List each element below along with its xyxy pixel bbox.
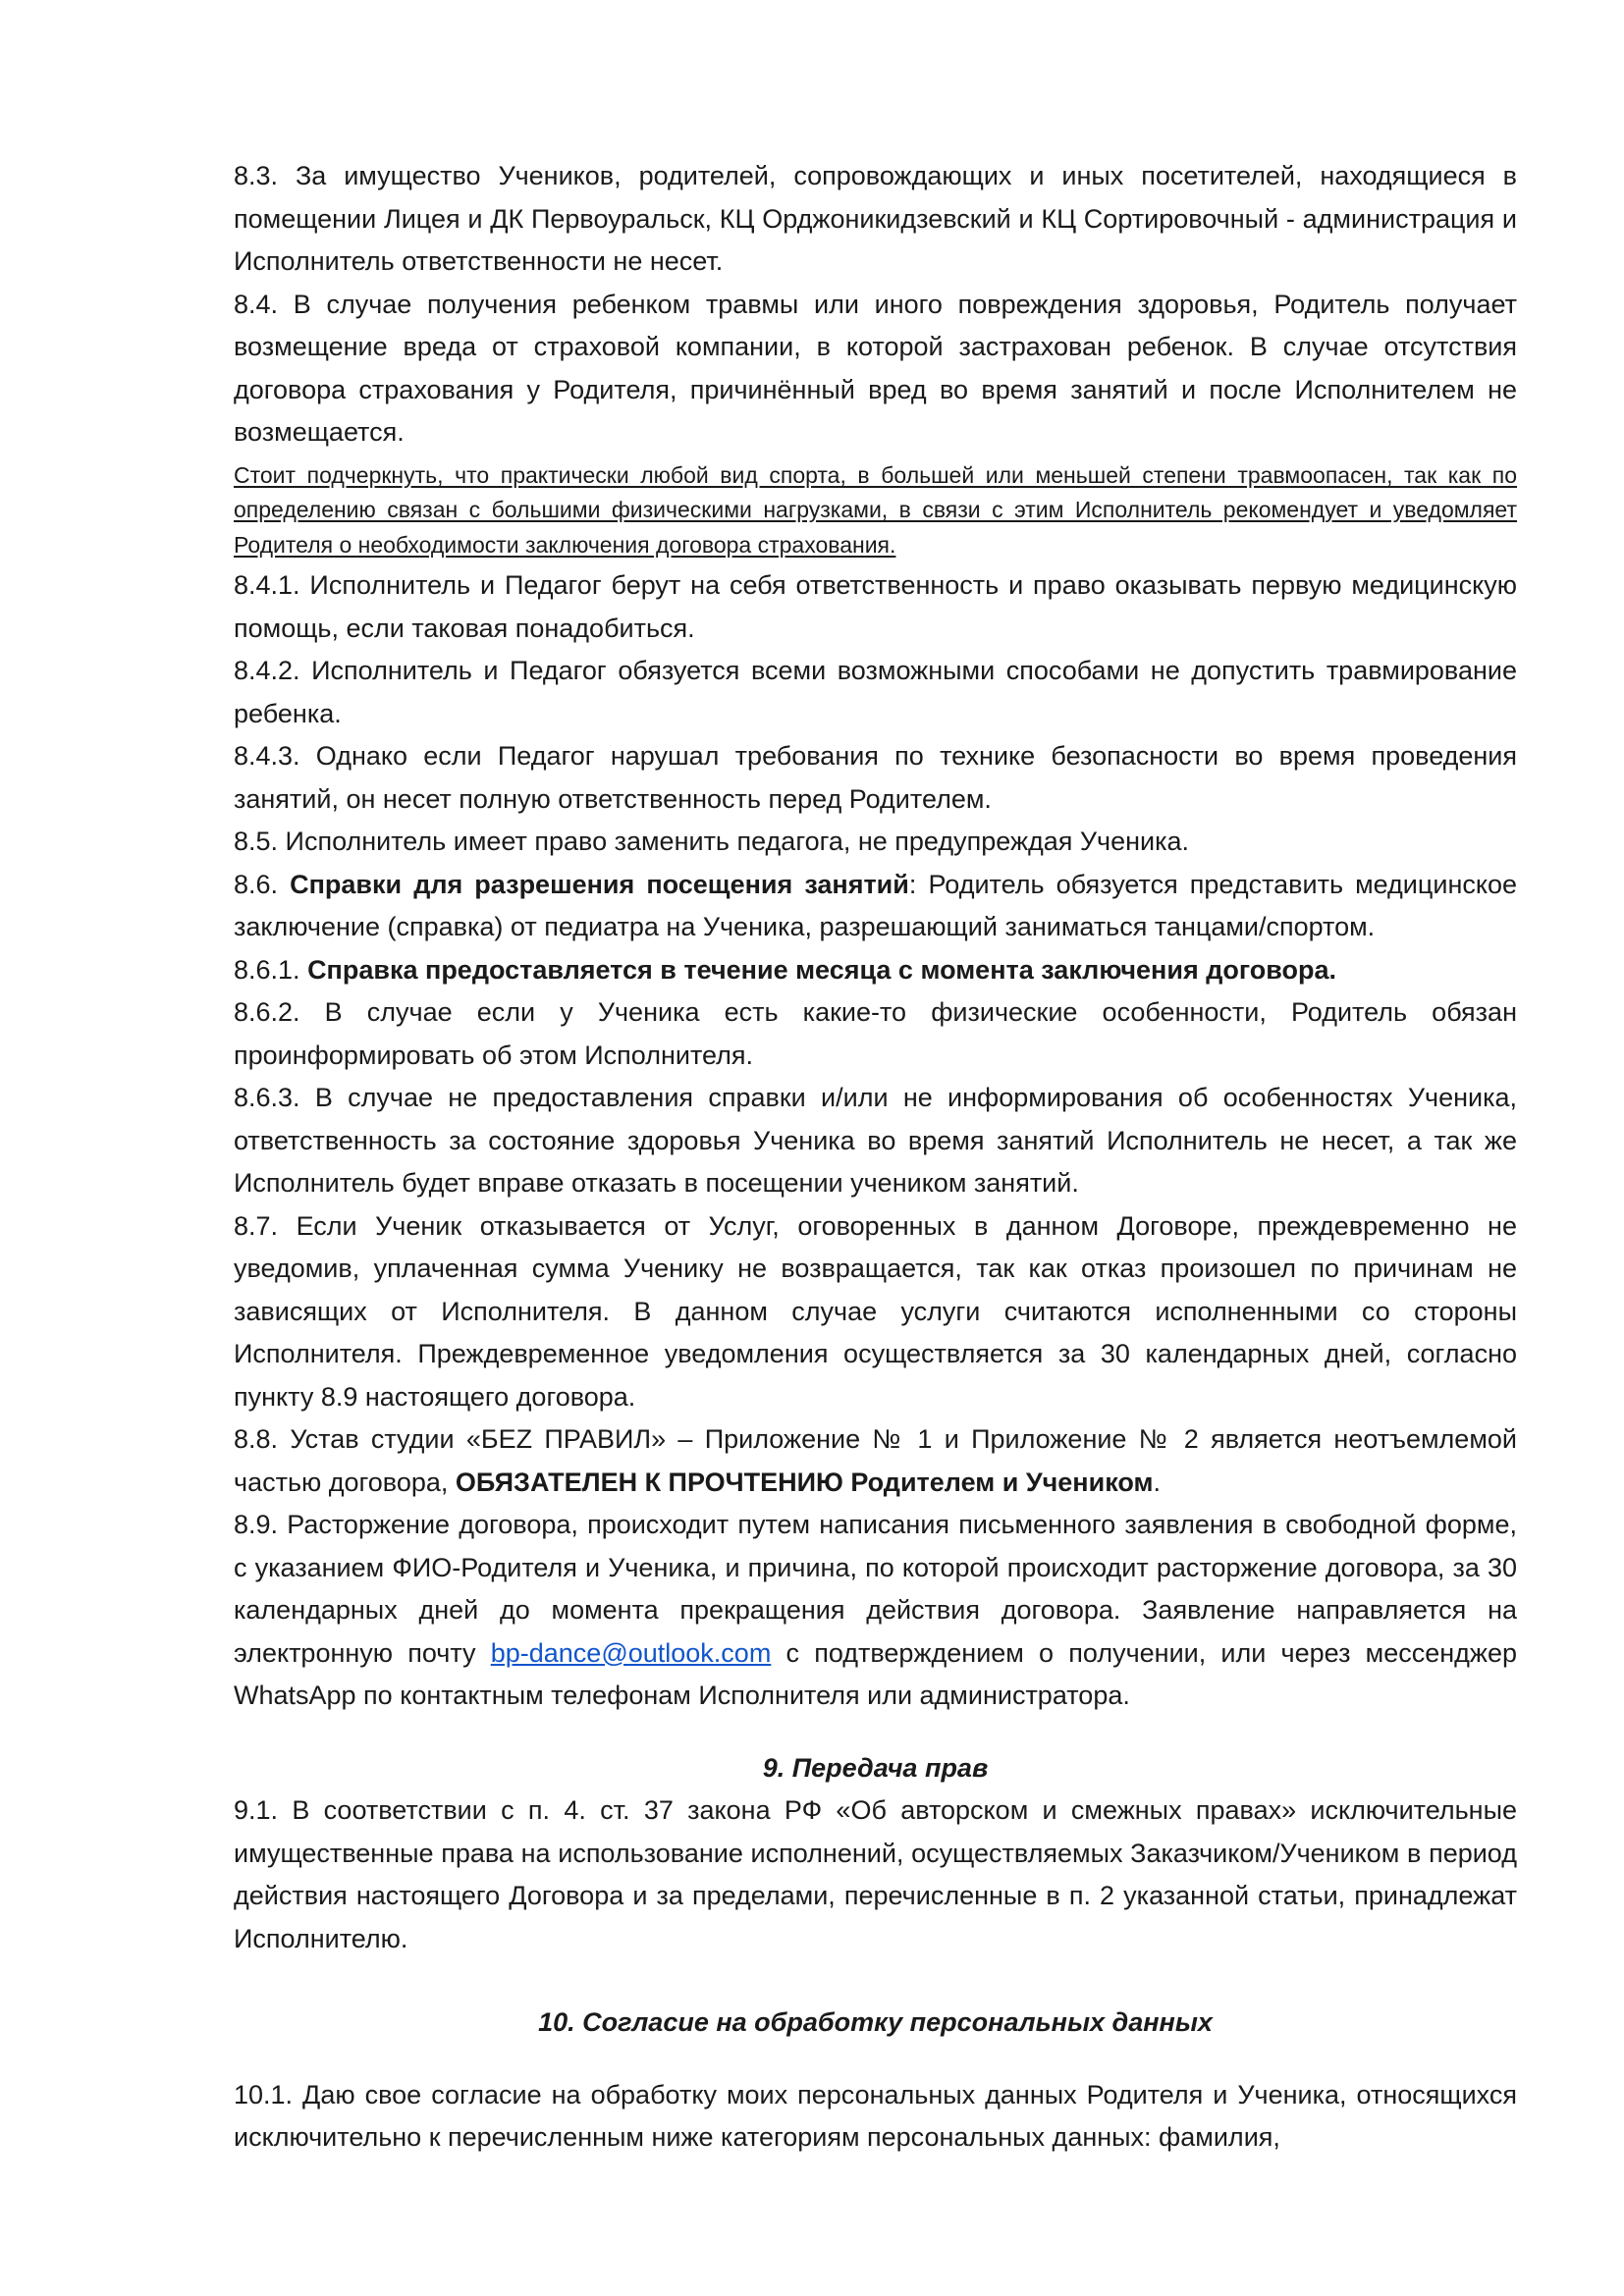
- clause-8-8: [234, 1418, 1517, 1504]
- clause-8-6-bold: Справки для разрешения посещения занятий: [290, 869, 909, 899]
- email-link[interactable]: bp-dance@outlook.com: [490, 1637, 772, 1668]
- clause-8-4-2: 8.4.2. Исполнитель и Педагог обязуется всеми возможными способами не допустить травмирование ребенка.: [234, 656, 1517, 728]
- clause-8-4-1: 8.4.1. Исполнитель и Педагог берут на себя ответственность и право оказывать первую медицинскую помощь, если таковая понадобиться.: [234, 570, 1517, 643]
- clause-8-9: [234, 1504, 1517, 1718]
- clause-8-4: 8.4. В случае получения ребенком травмы или иного повреждения здоровья, Родитель получает возмещение вреда от страховой компании, в которой застрахован ребенок. В случае отсутствия договора страхования у Родителя, причинённый вред во время занятий и после Исполнителем не возмещается.: [234, 289, 1517, 447]
- document-page: [234, 155, 1517, 2160]
- clause-8-8-end: .: [1153, 1467, 1161, 1497]
- clause-10-1: 10.1. Даю свое согласие на обработку моих персональных данных Родителя и Ученика, относящихся исключительно к перечисленным ниже категориям персональных данных: фамилия,: [234, 2079, 1517, 2152]
- clause-8-9-text: 8.9. Расторжение договора, происходит путем написания письменного заявления в свободной форме, с указанием ФИО-Родителя и Ученика, и причина, по которой происходит расторжение договора, за 30 календарных дней до момента прекращения действия договора. Заявление направляется на электронную почту: [234, 1510, 1517, 1668]
- spacer: [234, 2045, 1517, 2074]
- clause-8-6-text: : Родитель обязуется представить медицинское заключение (справка) от педиатра на Ученика, разрешающий заниматься танцами/спортом.: [234, 869, 1517, 941]
- clause-8-6: [234, 864, 1517, 949]
- clause-9-1: 9.1. В соответствии с п. 4. ст. 37 закона РФ «Об авторском и смежных правах» исключительные имущественные права на использование исполнений, осуществляемых Заказчиком/Учеником в период действия настоящего Договора и за пределами, перечисленные в п. 2 указанной статьи, принадлежат Исполнителю.: [234, 1795, 1517, 1953]
- clause-8-6-3: 8.6.3. В случае не предоставления справки и/или не информирования об особенностях Ученика, ответственность за состояние здоровья Ученика во время занятий Исполнитель не несет, а так же Исполнитель будет вправе отказать в посещении учеником занятий.: [234, 1083, 1517, 1198]
- clause-8-5: 8.5. Исполнитель имеет право заменить педагога, не предупреждая Ученика.: [234, 827, 1190, 856]
- clause-8-6-1-bold: Справка предоставляется в течение месяца с момента заключения договора.: [307, 954, 1336, 985]
- section-10-heading: 10. Согласие на обработку персональных данных: [538, 2007, 1213, 2037]
- spacer: [234, 1718, 1517, 1747]
- clause-8-4-3: 8.4.3. Однако если Педагог нарушал требования по технике безопасности во время проведения занятий, он несет полную ответственность перед Родителем.: [234, 741, 1517, 814]
- section-9-heading: 9. Передача прав: [762, 1752, 989, 1783]
- clause-8-6-1: [234, 949, 1517, 992]
- spacer: [234, 1960, 1517, 2002]
- clause-8-9-end: с подтверждением о получении, или через мессенджер WhatsApp по контактным телефонам Исполнителя или администратора.: [234, 1637, 1518, 1710]
- clause-8-3: 8.3. За имущество Учеников, родителей, сопровождающих и иных посетителей, находящиеся в помещении Лицея и ДК Первоуральск, КЦ Орджоникидзевский и КЦ Сортировочный - администрация и Исполнитель ответственности не несет.: [234, 161, 1517, 276]
- clause-8-6-1-number: 8.6.1.: [234, 954, 308, 985]
- clause-8-6-2: 8.6.2. В случае если у Ученика есть какие-то физические особенности, Родитель обязан проинформировать об этом Исполнителя.: [234, 997, 1517, 1070]
- clause-8-8-bold: ОБЯЗАТЕЛЕН К ПРОЧТЕНИЮ Родителем и Учеником: [455, 1467, 1154, 1497]
- clause-8-7: 8.7. Если Ученик отказывается от Услуг, оговоренных в данном Договоре, преждевременно не уведомив, уплаченная сумма Ученику не возвращается, так как отказ произошел по причинам не зависящих от Исполнителя. В данном случае услуги считаются исполненными со стороны Исполнителя. Преждевременное уведомления осуществляется за 30 календарных дней, согласно пункту 8.9 настоящего договора.: [234, 1210, 1517, 1412]
- clause-8-6-number: 8.6.: [234, 869, 291, 899]
- clause-8-4-note: Стоит подчеркнуть, что практически любой вид спорта, в большей или меньшей степени травмоопасен, так как по определению связан с большими физическими нагрузками, в связи с этим Исполнитель рекомендует и уведомляет Родителя о необходимости заключения договора страхования.: [234, 461, 1517, 558]
- clause-8-8-text: 8.8. Устав студии «БЕZ ПРАВИЛ» – Приложение № 1 и Приложение № 2 является неотъемлемой частью договора,: [234, 1424, 1517, 1497]
